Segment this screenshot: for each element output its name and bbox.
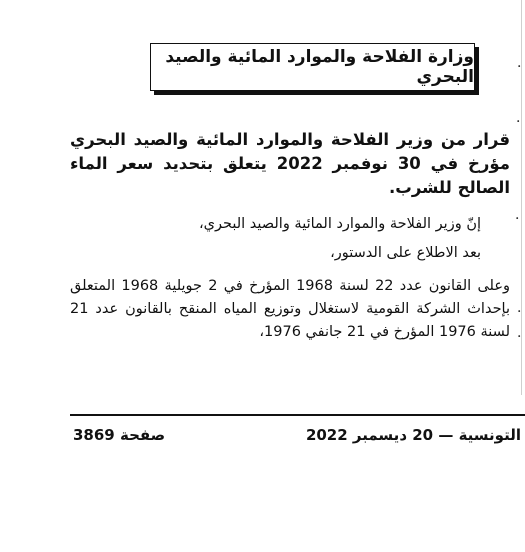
decree-intro: إنّ وزير الفلاحة والموارد المائية والصيد البحري، (198, 216, 481, 232)
page-number: صفحة 3869 (73, 426, 166, 444)
margin-mark: · (517, 329, 522, 345)
ministry-title-box (150, 43, 475, 91)
ministry-title: وزارة الفلاحة والموارد المائية والصيد البحري (165, 47, 474, 87)
decree-heading: قرار من وزير الفلاحة والموارد المائية والصيد البحري مؤرخ في 30 نوفمبر 2022 يتعلق بتحديد سعر الماء الصالح للشرب. (70, 130, 510, 197)
decree-law-reference: وعلى القانون عدد 22 لسنة 1968 المؤرخ في 2 جويلية 1968 المتعلق بإحداث الشركة القومية لاستغلال وتوزيع المياه المنقح بالقانون عدد 21 لسنة 1976 المؤرخ في 21 جانفي 1976، (70, 278, 510, 340)
decree-constitution-clause: بعد الاطلاع على الدستور، (330, 245, 481, 261)
margin-mark: · (517, 304, 522, 320)
issue-date: التونسية — 20 ديسمبر 2022 (305, 426, 521, 444)
margin-mark: · (517, 59, 522, 75)
margin-mark: · (515, 211, 520, 227)
footer-rule (70, 414, 525, 416)
margin-mark: · (516, 114, 521, 130)
